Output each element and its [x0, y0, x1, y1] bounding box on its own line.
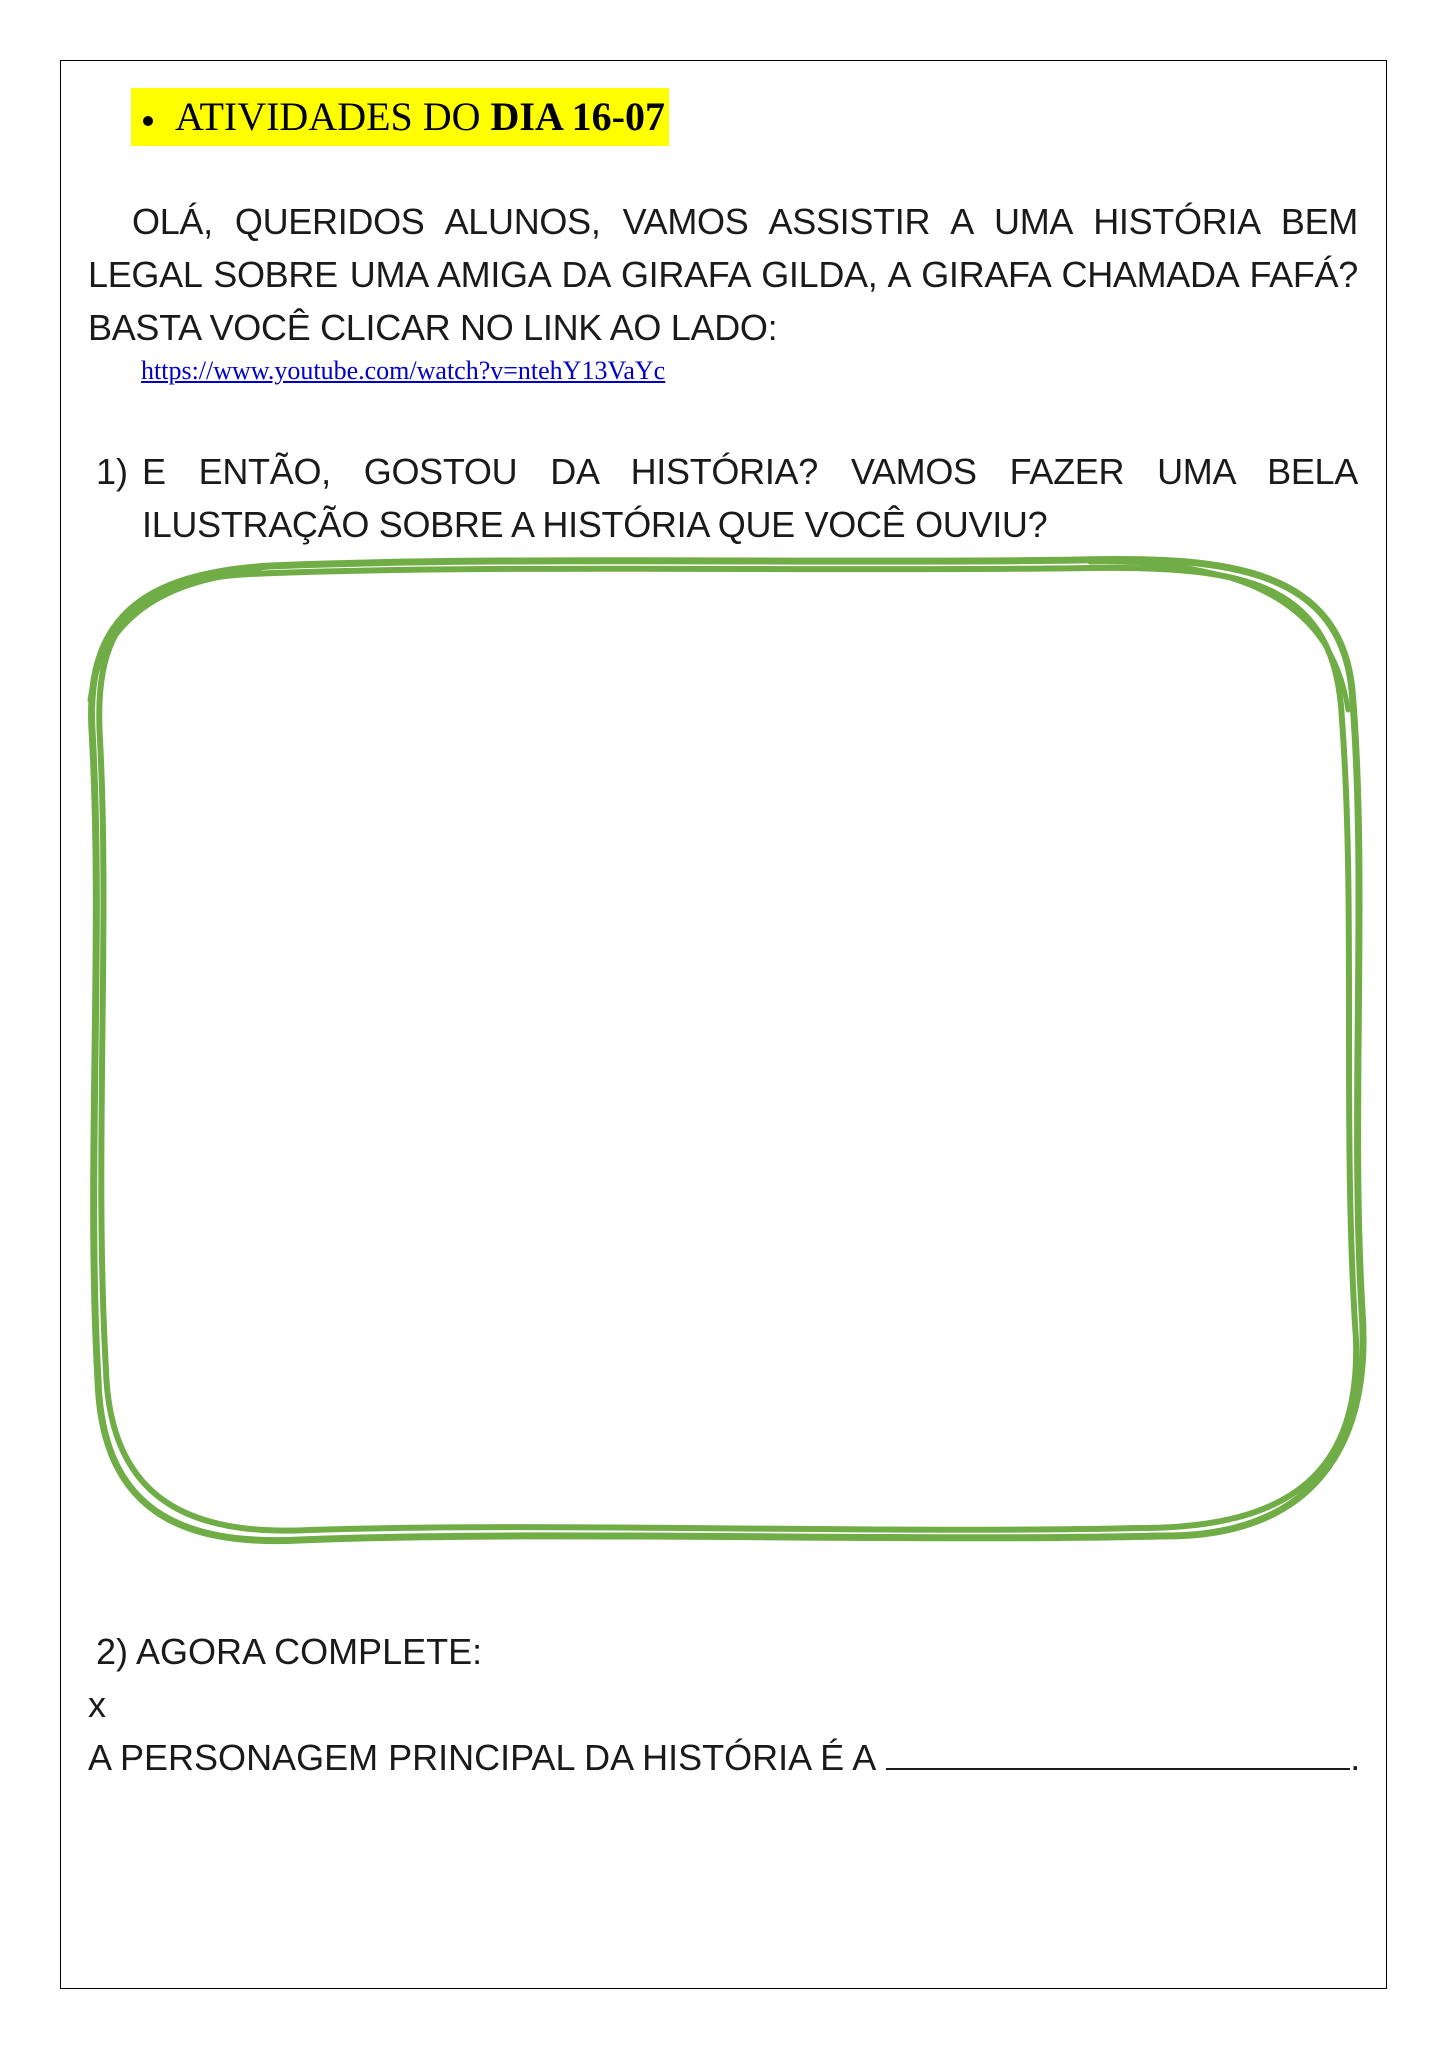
- frame-stroke-outer: [92, 559, 1363, 1540]
- frame-stroke-inner: [99, 568, 1356, 1531]
- fill-in-period: .: [1350, 1737, 1361, 1778]
- frame-stroke-detail: [90, 562, 1348, 710]
- question-1-number: 1): [96, 451, 129, 492]
- video-link[interactable]: https://www.youtube.com/watch?v=ntehY13VaYc: [141, 356, 666, 385]
- intro-text: OLÁ, QUERIDOS ALUNOS, VAMOS ASSISTIR A UMA HISTÓRIA BEM LEGAL SOBRE UMA AMIGA DA GIRAFA GILDA, A GIRAFA CHAMADA FAFÁ? BASTA VOCÊ CLICAR NO LINK AO LADO:: [88, 201, 1358, 348]
- fill-in-text: A PERSONAGEM PRINCIPAL DA HISTÓRIA É A: [88, 1737, 877, 1778]
- title-date: DIA 16-07: [490, 94, 665, 139]
- intro-paragraph: [88, 195, 1358, 354]
- question-1-text: E ENTÃO, GOSTOU DA HISTÓRIA? VAMOS FAZER UMA BELA ILUSTRAÇÃO SOBRE A HISTÓRIA QUE VOCÊ OUVIU?: [142, 451, 1358, 545]
- answer-blank[interactable]: [886, 1732, 1350, 1770]
- question-2-label: 2) AGORA COMPLETE:: [96, 1631, 483, 1672]
- question-1: [96, 445, 1358, 551]
- page-title: [131, 88, 669, 146]
- answer-mark: x: [88, 1684, 106, 1725]
- title-prefix: ATIVIDADES DO: [175, 94, 491, 139]
- drawing-frame[interactable]: [80, 550, 1370, 1550]
- fill-in-sentence: [88, 1731, 1360, 1784]
- bullet-icon: [143, 116, 153, 126]
